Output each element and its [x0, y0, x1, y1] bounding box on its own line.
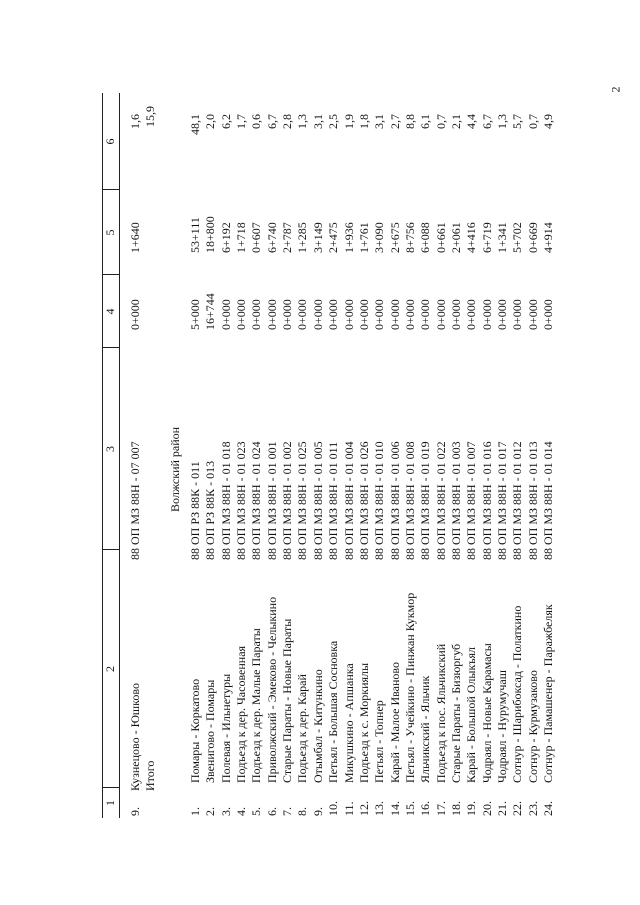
row-code: 88 ОП МЗ 88Н - 01 006 [387, 441, 402, 560]
row-name: Помары - Коркатово [188, 678, 202, 783]
row-code: 88 ОП МЗ 88Н - 01 017 [495, 441, 509, 560]
row-length: 8,8 [402, 114, 417, 129]
row-start: 0+000 [464, 299, 479, 330]
row-start: 16+744 [203, 293, 218, 330]
header-col-4: 4 [103, 308, 117, 315]
row-num: 10. [326, 801, 341, 816]
row-end: 2+787 [280, 222, 295, 253]
row-length: 4,4 [464, 114, 479, 129]
row-num: 5. [249, 807, 264, 816]
row-start: 0+000 [433, 299, 448, 330]
row-code: 88 ОП МЗ 88Н - 01 024 [249, 441, 264, 560]
row-name: Чодраял - Нурумучаш [495, 670, 509, 783]
row-code: 88 ОП МЗ 88Н - 01 026 [356, 441, 371, 560]
top-row-start: 0+000 [128, 299, 142, 330]
row-start: 0+000 [448, 299, 463, 330]
row-length: 0,7 [433, 114, 448, 129]
row-code: 88 ОП РЗ 88К - 013 [203, 460, 218, 560]
row-length: 4,9 [541, 114, 556, 129]
row-code: 88 ОП МЗ 88Н - 01 004 [341, 441, 356, 560]
row-name: Сотнур - Памашенер - Паражбеляк [541, 604, 556, 783]
row-length: 2,1 [448, 114, 463, 129]
row-code: 88 ОП МЗ 88Н - 01 013 [525, 441, 540, 560]
row-end: 6+740 [264, 222, 279, 253]
row-end: 18+800 [203, 216, 218, 253]
header-col-2: 2 [103, 666, 117, 672]
row-end: 5+702 [510, 222, 525, 253]
total-label: Итого [143, 760, 157, 791]
row-code: 88 ОП МЗ 88Н - 01 016 [479, 441, 494, 560]
row-num: 9. [310, 807, 325, 816]
row-length: 6,2 [218, 114, 233, 129]
row-end: 2+675 [387, 222, 402, 253]
row-name: Петьял - Учейкино - Пинжан Кукмор [402, 592, 417, 783]
header-bottom-border [119, 93, 120, 818]
row-num: 15. [402, 801, 417, 816]
row-num: 18. [448, 801, 463, 816]
row-length: 2,5 [326, 114, 341, 129]
row-code: 88 ОП МЗ 88Н - 01 012 [510, 441, 525, 560]
row-length: 3,1 [310, 114, 325, 129]
row-start: 0+000 [510, 299, 525, 330]
row-start: 0+000 [402, 299, 417, 330]
top-row-code: 88 ОП МЗ 88Н - 07 007 [128, 441, 142, 560]
row-name: Сотнур - Шарибоксад - Полаткино [510, 605, 525, 783]
row-end: 0+607 [249, 222, 264, 253]
row-start: 0+000 [525, 299, 540, 330]
row-length: 5,7 [510, 114, 525, 129]
row-end: 2+061 [448, 222, 463, 253]
row-name: Отымбал - Китункино [310, 669, 325, 783]
header-col-6: 6 [103, 138, 117, 145]
row-code: 88 ОП МЗ 88Н - 01 022 [433, 441, 448, 560]
row-start: 0+000 [264, 299, 279, 330]
row-length: 1,8 [356, 114, 371, 129]
row-end: 1+341 [495, 222, 509, 253]
row-length: 1,3 [495, 114, 509, 129]
row-code: 88 ОП МЗ 88Н - 01 005 [310, 441, 325, 560]
row-code: 88 ОП МЗ 88Н - 01 003 [448, 441, 463, 560]
row-code: 88 ОП МЗ 88Н - 01 002 [280, 441, 295, 560]
row-name: Сотнур - Курмузаково [525, 670, 540, 783]
row-start: 5+000 [188, 299, 202, 330]
row-start: 0+000 [541, 299, 556, 330]
row-code: 88 ОП МЗ 88Н - 01 011 [326, 441, 341, 560]
row-length: 2,7 [387, 114, 402, 129]
row-name: Петьял - Топнер [372, 700, 387, 783]
row-start: 0+000 [495, 299, 509, 330]
row-start: 0+000 [280, 299, 295, 330]
row-num: 13. [372, 801, 387, 816]
row-start: 0+000 [218, 299, 233, 330]
row-end: 53+111 [188, 217, 202, 253]
row-length: 6,7 [479, 114, 494, 129]
row-name: Подъезд к дер. Малые Параты [249, 628, 264, 783]
row-name: Подъезд к пос. Яльчикский [433, 643, 448, 783]
row-end: 1+761 [356, 222, 371, 253]
rotated-road-table [102, 93, 577, 818]
row-num: 22. [510, 801, 525, 816]
top-row-name: Кузнецово - Юшково [128, 683, 142, 791]
row-name: Подъезд к дер. Часовенная [234, 645, 249, 783]
row-num: 4. [234, 807, 249, 816]
header-col-5: 5 [103, 229, 117, 236]
row-code: 88 ОП МЗ 88Н - 01 001 [264, 441, 279, 560]
row-code: 88 ОП МЗ 88Н - 01 008 [402, 441, 417, 560]
row-code: 88 ОП МЗ 88Н - 01 018 [218, 441, 233, 560]
row-name: Подъезд к дер. Карай [295, 674, 310, 783]
row-start: 0+000 [295, 299, 310, 330]
row-num: 16. [418, 801, 433, 816]
row-end: 0+661 [433, 222, 448, 253]
row-length: 6,1 [418, 114, 433, 129]
row-name: Яльчикский - Яльчик [418, 675, 433, 783]
section-title: Волжский район [168, 426, 182, 512]
row-num: 6. [264, 807, 279, 816]
row-start: 0+000 [249, 299, 264, 330]
row-end: 3+090 [372, 222, 387, 253]
header-col-3: 3 [103, 446, 117, 452]
header-col-1: 1 [103, 800, 117, 806]
row-end: 6+719 [479, 222, 494, 253]
top-row-end: 1+640 [128, 222, 142, 253]
row-name: Полевая - Ильнетуры [218, 673, 233, 783]
row-code: 88 ОП МЗ 88Н - 01 019 [418, 441, 433, 560]
row-name: Микушкино - Апшанка [341, 663, 356, 783]
row-end: 6+192 [218, 222, 233, 253]
row-num: 8. [295, 807, 310, 816]
top-row-num: 9. [128, 807, 142, 816]
row-length: 3,1 [372, 114, 387, 129]
row-end: 1+718 [234, 222, 249, 253]
total-length: 15,9 [143, 106, 157, 127]
row-name: Старые Параты - Бизюргуб [448, 643, 463, 783]
row-start: 0+000 [234, 299, 249, 330]
row-name: Петьял - Большая Сосновка [326, 640, 341, 783]
row-start: 0+000 [341, 299, 356, 330]
row-length: 2,8 [280, 114, 295, 129]
row-code: 88 ОП РЗ 88К - 011 [188, 461, 202, 560]
row-end: 2+475 [326, 222, 341, 253]
top-row-length: 1,6 [128, 114, 142, 129]
row-end: 0+669 [525, 222, 540, 253]
row-num: 24. [541, 801, 556, 816]
row-num: 7. [280, 807, 295, 816]
row-start: 0+000 [387, 299, 402, 330]
row-end: 3+149 [310, 222, 325, 253]
row-length: 6,7 [264, 114, 279, 129]
row-name: Чодраял - Новые Карамасы [479, 643, 494, 783]
row-start: 0+000 [479, 299, 494, 330]
row-end: 6+088 [418, 222, 433, 253]
row-num: 21. [495, 801, 509, 816]
row-code: 88 ОП МЗ 88Н - 01 007 [464, 441, 479, 560]
row-num: 23. [525, 801, 540, 816]
row-end: 1+936 [341, 222, 356, 253]
row-name: Подъезд к с. Моркиялы [356, 662, 371, 783]
row-length: 1,7 [234, 114, 249, 129]
row-start: 0+000 [326, 299, 341, 330]
row-num: 2. [203, 807, 218, 816]
row-num: 12. [356, 801, 371, 816]
row-name: Карай - Большой Олыкъял [464, 646, 479, 783]
page-number: 2 [608, 86, 623, 93]
row-start: 0+000 [310, 299, 325, 330]
row-end: 8+756 [402, 222, 417, 253]
row-num: 3. [218, 807, 233, 816]
row-name: Приволжский - Эмеково - Челыкино [264, 596, 279, 783]
row-num: 20. [479, 801, 494, 816]
row-name: Карай - Малое Иваново [387, 662, 402, 783]
row-end: 4+914 [541, 222, 556, 253]
table-top-border [102, 93, 103, 818]
row-length: 2,0 [203, 114, 218, 129]
row-num: 17. [433, 801, 448, 816]
row-name: Звенигово - Помары [203, 679, 218, 783]
row-start: 0+000 [372, 299, 387, 330]
row-start: 0+000 [418, 299, 433, 330]
row-num: 14. [387, 801, 402, 816]
row-num: 19. [464, 801, 479, 816]
row-code: 88 ОП МЗ 88Н - 01 025 [295, 441, 310, 560]
row-length: 0,6 [249, 114, 264, 129]
row-end: 1+285 [295, 222, 310, 253]
row-length: 1,3 [295, 114, 310, 129]
row-code: 88 ОП МЗ 88Н - 01 010 [372, 441, 387, 560]
row-length: 1,9 [341, 114, 356, 129]
row-code: 88 ОП МЗ 88Н - 01 023 [234, 441, 249, 560]
row-length: 48,1 [188, 114, 202, 135]
row-code: 88 ОП МЗ 88Н - 01 014 [541, 441, 556, 560]
row-end: 4+416 [464, 222, 479, 253]
row-name: Старые Параты - Новые Параты [280, 618, 295, 783]
row-num: 11. [341, 801, 356, 816]
row-length: 0,7 [525, 114, 540, 129]
row-start: 0+000 [356, 299, 371, 330]
row-num: 1. [188, 807, 202, 816]
